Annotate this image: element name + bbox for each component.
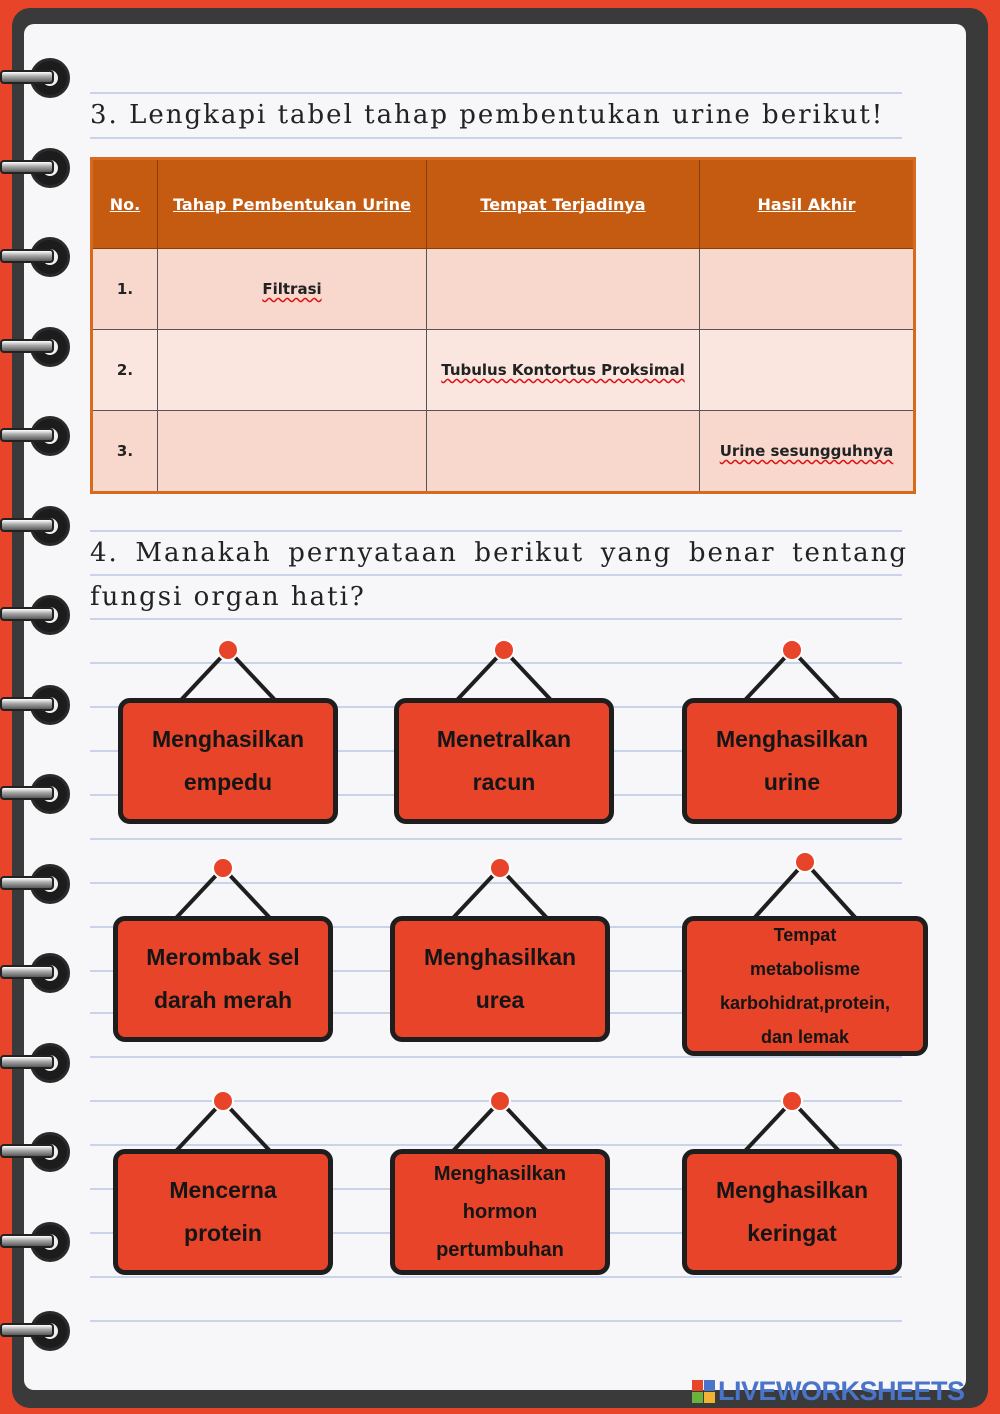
table-cell: Filtrasi <box>158 249 427 330</box>
table-header-no: No. <box>92 159 158 249</box>
option-label: Menghasilkan urine <box>715 726 869 795</box>
spiral-ring-icon <box>0 864 72 904</box>
table-cell: 1. <box>92 249 158 330</box>
table-header-place: Tempat Terjadinya <box>427 159 700 249</box>
spiral-ring-icon <box>0 595 72 635</box>
option-label: Menetralkan racun <box>436 726 572 795</box>
option-sign[interactable] <box>113 1089 333 1289</box>
table-row <box>92 330 915 411</box>
table-cell-input[interactable] <box>700 249 915 330</box>
option-sign[interactable] <box>682 850 928 1050</box>
table-cell: 3. <box>92 411 158 493</box>
spiral-ring-icon <box>0 1222 72 1262</box>
table-cell-input[interactable] <box>700 330 915 411</box>
option-sign[interactable] <box>113 856 333 1056</box>
spiral-ring-icon <box>0 1132 72 1172</box>
table-cell: Tubulus Kontortus Proksimal <box>427 330 700 411</box>
ruled-line <box>90 137 902 139</box>
option-sign[interactable] <box>390 1089 610 1289</box>
spiral-ring-icon <box>0 58 72 98</box>
option-sign[interactable] <box>390 856 610 1056</box>
ruled-line <box>90 92 902 94</box>
spiral-ring-icon <box>0 237 72 277</box>
option-label: Menghasilkan empedu <box>151 726 305 795</box>
spiral-ring-icon <box>0 148 72 188</box>
question-4: 4. Manakah pernyataan berikut yang benar tentang fungsi organ hati? <box>90 538 908 612</box>
option-label: Tempat metabolisme karbohidrat,protein, dan lemak <box>719 925 890 1047</box>
option-label: Menghasilkan urea <box>423 944 577 1013</box>
table-header-result: Hasil Akhir <box>700 159 915 249</box>
ruled-line <box>90 1320 902 1322</box>
spiral-ring-icon <box>0 953 72 993</box>
logo-text: LIVEWORKSHEETS <box>718 1375 965 1406</box>
option-label: Menghasilkan keringat <box>715 1177 869 1246</box>
spiral-ring-icon <box>0 327 72 367</box>
table-cell-input[interactable] <box>158 330 427 411</box>
option-sign[interactable] <box>682 1089 902 1289</box>
table-cell-input[interactable] <box>427 411 700 493</box>
table-cell: Urine sesungguhnya <box>700 411 915 493</box>
liveworksheets-logo <box>692 1376 965 1406</box>
option-label: Merombak sel darah merah <box>146 944 300 1013</box>
option-sign[interactable] <box>118 638 338 838</box>
table-cell-input[interactable] <box>158 411 427 493</box>
table-cell: 2. <box>92 330 158 411</box>
ruled-line <box>90 1056 902 1058</box>
table-row <box>92 249 915 330</box>
spiral-ring-icon <box>0 1043 72 1083</box>
option-sign[interactable] <box>682 638 902 838</box>
table-row <box>92 411 915 493</box>
logo-mark-icon <box>692 1380 715 1403</box>
table-header-stage: Tahap Pembentukan Urine <box>158 159 427 249</box>
urine-formation-table <box>90 157 916 494</box>
spiral-ring-icon <box>0 506 72 546</box>
ruled-line <box>90 838 902 840</box>
table-cell-input[interactable] <box>427 249 700 330</box>
option-sign[interactable] <box>394 638 614 838</box>
spiral-ring-icon <box>0 416 72 456</box>
spiral-ring-icon <box>0 1311 72 1351</box>
option-label: Mencerna protein <box>169 1177 277 1246</box>
question-3: 3. Lengkapi tabel tahap pembentukan urine berikut! <box>90 100 885 130</box>
option-label: Menghasilkan hormon pertumbuhan <box>433 1163 567 1261</box>
spiral-ring-icon <box>0 774 72 814</box>
spiral-ring-icon <box>0 685 72 725</box>
